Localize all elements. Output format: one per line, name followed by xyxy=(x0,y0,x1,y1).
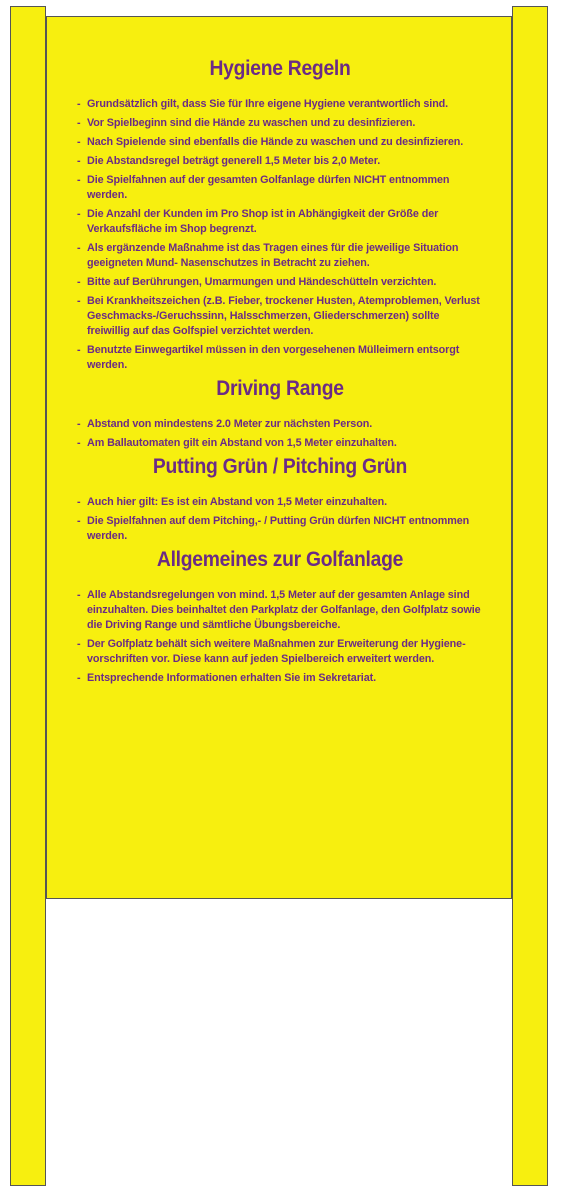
rule-item: - Benutzte Einwegartikel müssen in den vorgesehenen Mülleimern entsorgt werden. xyxy=(77,343,483,373)
rule-list xyxy=(77,97,483,373)
section-driving-range xyxy=(77,377,483,451)
rule-item: - Nach Spielende sind ebenfalls die Hände zu waschen und zu desinfizieren. xyxy=(77,135,483,150)
section-hygiene-rules xyxy=(77,57,483,373)
section-title: Hygiene Regeln xyxy=(209,57,351,80)
rule-item: - Am Ballautomaten gilt ein Abstand von 1,5 Meter einzuhalten. xyxy=(77,436,483,451)
section-general-facility xyxy=(77,548,483,686)
rule-item: - Als ergänzende Maßnahme ist das Tragen eines für die jeweilige Situation geeigneten Mund- Nasenschutzes in Betracht zu ziehen. xyxy=(77,241,483,271)
section-title: Driving Range xyxy=(216,377,344,400)
rule-item: - Die Abstandsregel beträgt generell 1,5 Meter bis 2,0 Meter. xyxy=(77,154,483,169)
left-post xyxy=(10,6,46,1186)
right-post xyxy=(512,6,548,1186)
rule-item: - Abstand von mindestens 2.0 Meter zur nächsten Person. xyxy=(77,417,483,432)
rule-item: - Bitte auf Berührungen, Umarmungen und Händeschütteln verzichten. xyxy=(77,275,483,290)
sign-board xyxy=(46,16,512,899)
section-title: Allgemeines zur Golfanlage xyxy=(156,548,404,571)
rule-item: - Entsprechende Informationen erhalten Sie im Sekretariat. xyxy=(77,671,483,686)
rule-item: - Die Spielfahnen auf dem Pitching,- / Putting Grün dürfen NICHT entnommen werden. xyxy=(77,514,483,544)
rule-item: - Bei Krankheitszeichen (z.B. Fieber, trockener Husten, Atemproblemen, Verlust Geschmacks-/Geruchssinn, Halsschmerzen, Gliederschmerzen) sollte freiwillig auf das Golfspiel verzichtet werden. xyxy=(77,294,483,339)
rule-item: - Der Golfplatz behält sich weitere Maßnahmen zur Erweiterung der Hygiene-vorschriften vor. Diese kann auf jeden Spielbereich erweitert werden. xyxy=(77,637,483,667)
section-putting-pitching xyxy=(77,455,483,544)
rule-item: - Vor Spielbeginn sind die Hände zu waschen und zu desinfizieren. xyxy=(77,116,483,131)
rule-item: - Alle Abstandsregelungen von mind. 1,5 Meter auf der gesamten Anlage sind einzuhalten. Dies beinhaltet den Parkplatz der Golfanlage, den Golfplatz sowie die Driving Range und sämtliche Übungsbereiche. xyxy=(77,588,483,633)
rule-item: - Auch hier gilt: Es ist ein Abstand von 1,5 Meter einzuhalten. xyxy=(77,495,483,510)
rule-item: - Grundsätzlich gilt, dass Sie für Ihre eigene Hygiene verantwortlich sind. xyxy=(77,97,483,112)
rule-item: - Die Spielfahnen auf der gesamten Golfanlage dürfen NICHT entnommen werden. xyxy=(77,173,483,203)
rule-item: - Die Anzahl der Kunden im Pro Shop ist in Abhängigkeit der Größe der Verkaufsfläche im Shop begrenzt. xyxy=(77,207,483,237)
rule-list xyxy=(77,495,483,544)
section-title: Putting Grün / Pitching Grün xyxy=(152,455,408,478)
rule-list xyxy=(77,588,483,686)
rule-list xyxy=(77,417,483,451)
